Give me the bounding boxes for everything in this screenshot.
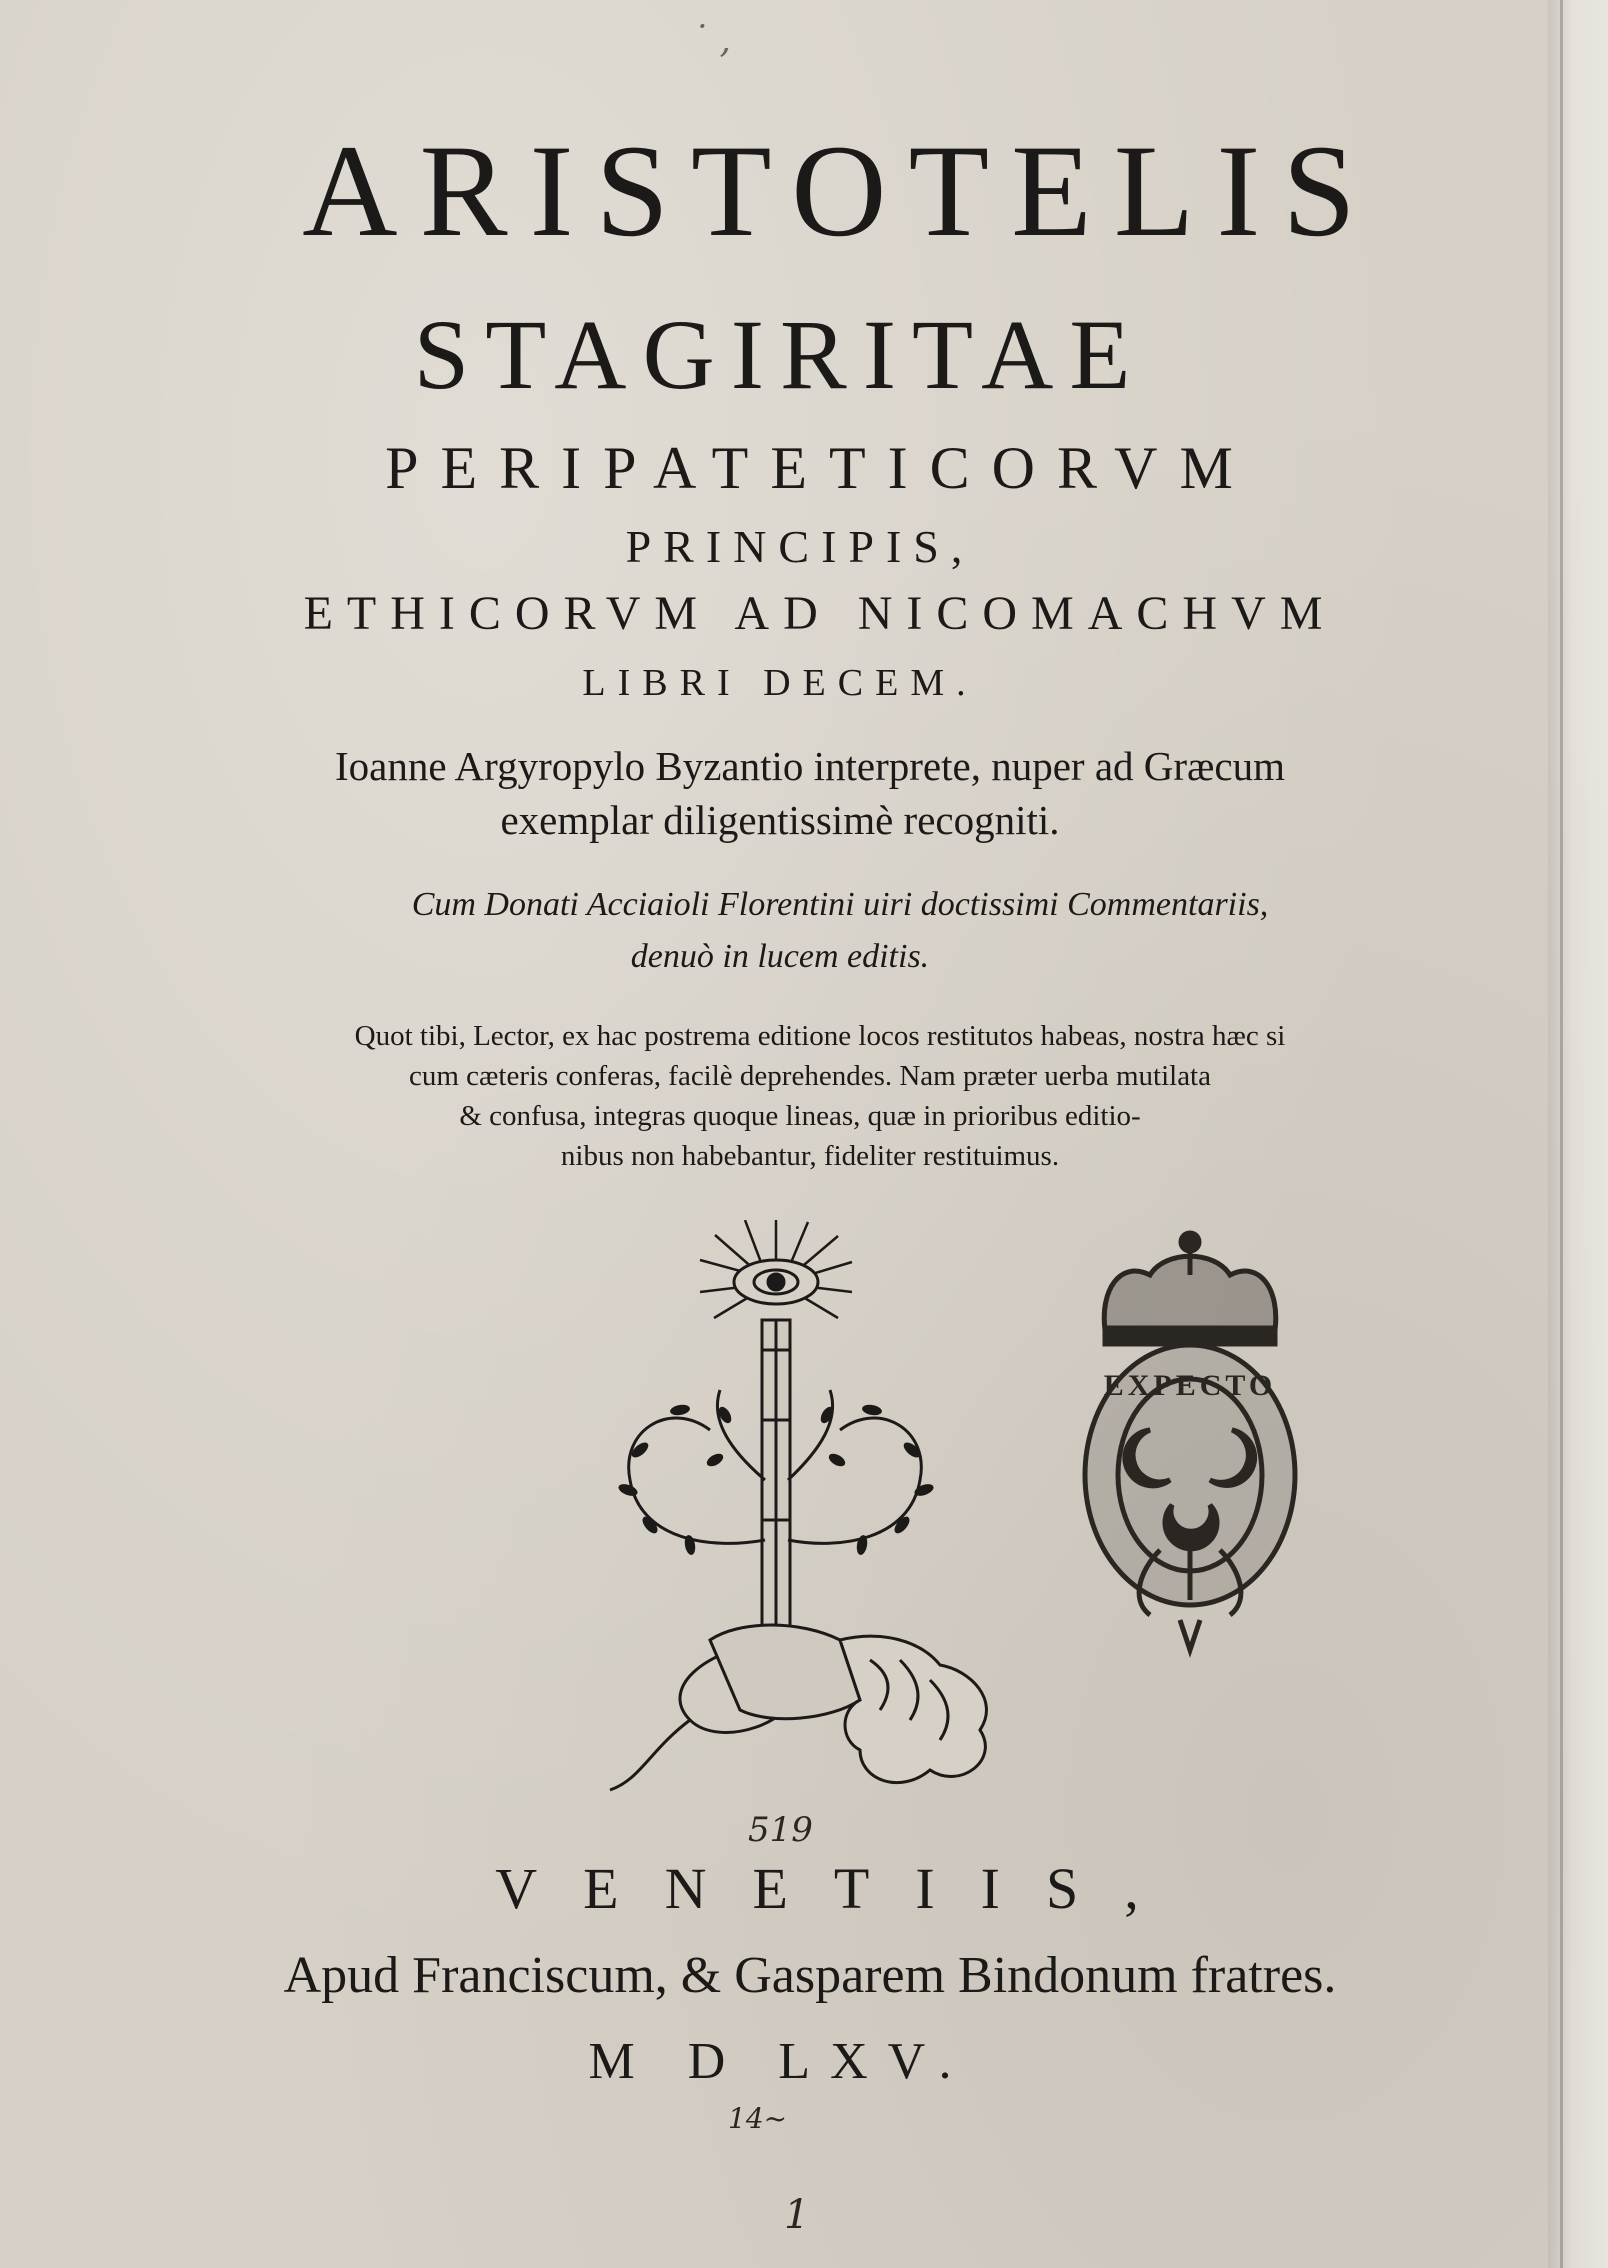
notice-line-3: & confusa, integras quoque lineas, quæ in prioribus editio- — [459, 1100, 1141, 1132]
title-author: ARISTOTELIS — [302, 117, 1378, 264]
page-edge-line — [1560, 0, 1563, 2268]
commentary-line-2: denuò in lucem editis. — [630, 938, 930, 975]
faint-mark: ˙ , — [690, 20, 731, 61]
imprint-publisher: Apud Franciscum, & Gasparem Bindonum fratres. — [283, 1947, 1337, 2004]
imprint-city: VENETIIS, — [495, 1856, 1185, 1921]
notice-line-4: nibus non habebantur, fideliter restituimus. — [560, 1140, 1060, 1172]
title-school: PERIPATETICORVM — [385, 435, 1255, 501]
title-work: ETHICORVM AD NICOMACHVM — [303, 587, 1337, 640]
printers-mark-icon — [540, 1220, 1060, 1820]
stamp-text: EXPECTO — [1103, 1369, 1277, 1402]
imprint-year: M D LXV. — [588, 2033, 972, 2090]
translator-line-2: exemplar diligentissimè recogniti. — [500, 797, 1060, 843]
page-mark: 1 — [784, 2192, 810, 2238]
title-origin: STAGIRITAE — [413, 299, 1147, 410]
title-books: LIBRI DECEM. — [582, 662, 978, 704]
notice-line-1: Quot tibi, Lector, ex hac postrema editione locos restitutos habeas, nostra hæc si — [354, 1020, 1286, 1052]
crown-stamp-icon — [1060, 1230, 1320, 1670]
pencil-note: 14~ — [728, 2102, 788, 2135]
translator-line-1: Ioanne Argyropylo Byzantio interprete, nuper ad Græcum — [335, 743, 1285, 789]
shelf-number: 519 — [748, 1810, 813, 1850]
title-princeps: PRINCIPIS, — [625, 521, 975, 572]
notice-line-2: cum cæteris conferas, facilè deprehendes. Nam præter uerba mutilata — [409, 1060, 1211, 1092]
commentary-line-1: Cum Donati Acciaioli Florentini uiri doctissimi Commentariis, — [411, 886, 1269, 923]
